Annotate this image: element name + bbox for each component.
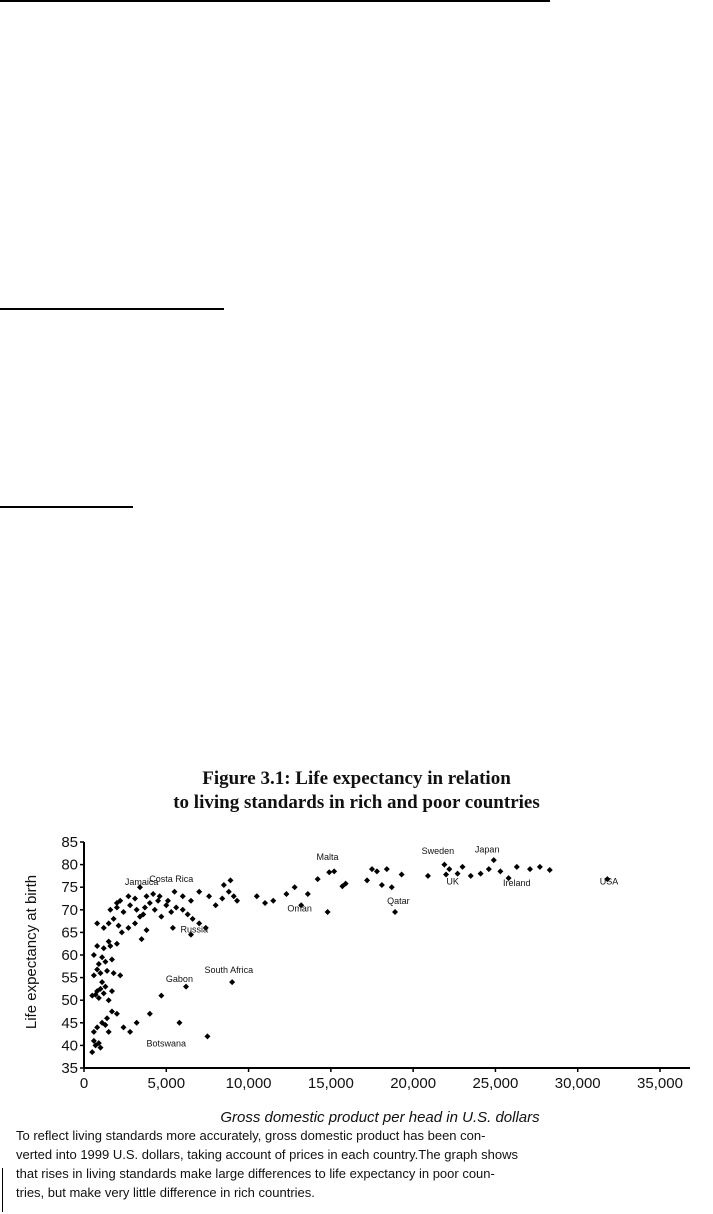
separator-rule-top: [0, 0, 550, 2]
data-point: [117, 972, 123, 978]
data-point: [460, 864, 466, 870]
data-point: [292, 884, 298, 890]
data-point: [270, 898, 276, 904]
y-tick-label: 70: [61, 901, 78, 919]
y-tick-label: 35: [61, 1060, 78, 1077]
data-point: [101, 925, 107, 931]
data-point: [486, 866, 492, 872]
x-axis-label: Gross domestic product per head in U.S. dollars: [220, 1109, 540, 1126]
data-point: [125, 925, 131, 931]
data-point: [183, 984, 189, 990]
data-point: [144, 893, 150, 899]
data-point: [491, 857, 497, 863]
data-point: [176, 1020, 182, 1026]
data-point: [132, 896, 138, 902]
page-edge-mark: [2, 1168, 3, 1212]
data-point: [478, 871, 484, 877]
chart-points: [89, 857, 610, 1055]
point-annotation: Russia: [180, 924, 209, 935]
data-point: [325, 909, 331, 915]
data-point: [226, 889, 232, 895]
point-annotation: Malta: [316, 852, 339, 863]
data-point: [120, 1024, 126, 1030]
data-point: [91, 972, 97, 978]
point-annotation: UK: [446, 876, 459, 887]
data-point: [104, 968, 110, 974]
data-point: [94, 920, 100, 926]
data-point: [204, 1033, 210, 1039]
y-tick-label: 80: [61, 856, 78, 874]
data-point: [158, 993, 164, 999]
data-point: [109, 957, 115, 963]
data-point: [229, 979, 235, 985]
point-annotation: Japan: [474, 844, 500, 855]
x-tick-label: 0: [79, 1075, 89, 1092]
point-annotation: Jamaica: [124, 876, 159, 887]
separator-rule-lower: [0, 506, 133, 508]
y-tick-label: 65: [61, 924, 78, 942]
x-tick-label: 35,000: [637, 1075, 683, 1092]
data-point: [364, 877, 370, 883]
data-point: [144, 927, 150, 933]
data-point: [315, 876, 321, 882]
caption-line-3: that rises in living standards make large differences to life expectancy in poor coun-: [16, 1166, 495, 1181]
data-point: [331, 868, 337, 874]
data-point: [91, 952, 97, 958]
caption-line-1: To reflect living standards more accurately, gross domestic product has been con-: [16, 1128, 486, 1143]
data-point: [231, 893, 237, 899]
point-annotation: Costa Rica: [149, 873, 194, 884]
point-annotation: Sweden: [421, 846, 455, 857]
data-point: [384, 866, 390, 872]
point-annotation: Botswana: [146, 1038, 187, 1049]
y-tick-label: 45: [61, 1014, 78, 1032]
data-point: [125, 893, 131, 899]
data-point: [425, 873, 431, 879]
data-point: [196, 889, 202, 895]
data-point: [389, 884, 395, 890]
data-point: [172, 889, 178, 895]
data-point: [104, 1015, 110, 1021]
data-point: [468, 873, 474, 879]
data-point: [89, 1049, 95, 1055]
data-point: [109, 988, 115, 994]
data-point: [185, 911, 191, 917]
data-point: [132, 920, 138, 926]
data-point: [168, 909, 174, 915]
data-point: [101, 990, 107, 996]
x-tick-label: 20,000: [390, 1075, 437, 1092]
data-point: [547, 867, 553, 873]
data-point: [173, 905, 179, 911]
data-point: [134, 1020, 140, 1026]
point-annotation: Ireland: [503, 877, 531, 888]
data-point: [234, 898, 240, 904]
point-annotation: Qatar: [387, 895, 410, 906]
y-tick-label: 50: [61, 992, 78, 1010]
point-annotation: Gabon: [165, 974, 193, 985]
data-point: [116, 923, 122, 929]
data-point: [188, 898, 194, 904]
x-tick-label: 25,000: [472, 1075, 519, 1092]
data-point: [158, 914, 164, 920]
data-point: [399, 872, 405, 878]
data-point: [99, 979, 105, 985]
point-annotation: Oman: [287, 903, 312, 914]
data-point: [107, 907, 113, 913]
figure-title-line-1: Figure 3.1: Life expectancy in relation: [202, 768, 511, 789]
data-point: [91, 1029, 97, 1035]
scatter-chart: [0, 828, 713, 1128]
data-point: [497, 868, 503, 874]
data-point: [147, 900, 153, 906]
data-point: [106, 997, 112, 1003]
data-point: [94, 943, 100, 949]
data-point: [514, 864, 520, 870]
caption-line-4: tries, but make very little difference in rich countries.: [16, 1185, 315, 1200]
data-point: [446, 866, 452, 872]
data-point: [127, 902, 133, 908]
data-point: [102, 959, 108, 965]
data-point: [170, 925, 176, 931]
data-point: [206, 893, 212, 899]
data-point: [152, 907, 158, 913]
data-point: [190, 916, 196, 922]
data-point: [221, 882, 227, 888]
data-point: [111, 970, 117, 976]
y-tick-label: 60: [61, 947, 78, 964]
x-tick-label: 15,000: [307, 1075, 354, 1092]
data-point: [254, 893, 260, 899]
caption-line-2: verted into 1999 U.S. dollars, taking account of prices in each country.The graph shows: [16, 1147, 518, 1162]
data-point: [227, 877, 233, 883]
y-tick-label: 75: [61, 879, 78, 897]
data-point: [119, 929, 125, 935]
data-point: [180, 907, 186, 913]
data-point: [326, 869, 332, 875]
point-annotation: USA: [599, 876, 619, 887]
data-point: [114, 941, 120, 947]
chart-ticks: [61, 834, 683, 1092]
data-point: [99, 954, 105, 960]
data-point: [392, 909, 398, 915]
data-point: [441, 862, 447, 868]
x-tick-label: 10,000: [225, 1075, 272, 1092]
data-point: [379, 882, 385, 888]
data-point: [111, 916, 117, 922]
data-point: [120, 909, 126, 915]
chart-annotations: [125, 844, 618, 1048]
x-tick-label: 5,000: [147, 1075, 186, 1092]
data-point: [96, 961, 102, 967]
figure-caption: [16, 1126, 706, 1202]
figure-title-line-2: to living standards in rich and poor countries: [173, 792, 540, 813]
data-point: [106, 920, 112, 926]
y-axis-label: Life expectancy at birth: [23, 874, 40, 1030]
data-point: [94, 1024, 100, 1030]
y-tick-label: 40: [61, 1037, 78, 1055]
y-tick-label: 55: [61, 969, 78, 987]
data-point: [213, 902, 219, 908]
data-point: [150, 891, 156, 897]
data-point: [101, 945, 107, 951]
data-point: [527, 866, 533, 872]
point-annotation: South Africa: [204, 965, 254, 976]
data-point: [305, 891, 311, 897]
data-point: [127, 1029, 133, 1035]
data-point: [134, 907, 140, 913]
data-point: [180, 893, 186, 899]
separator-rule-middle: [0, 308, 224, 310]
data-point: [262, 900, 268, 906]
data-point: [142, 905, 148, 911]
data-point: [283, 891, 289, 897]
data-point: [147, 1011, 153, 1017]
y-tick-label: 85: [61, 834, 78, 851]
data-point: [537, 864, 543, 870]
data-point: [219, 896, 225, 902]
data-point: [139, 936, 145, 942]
x-tick-label: 30,000: [554, 1075, 601, 1092]
data-point: [106, 1029, 112, 1035]
